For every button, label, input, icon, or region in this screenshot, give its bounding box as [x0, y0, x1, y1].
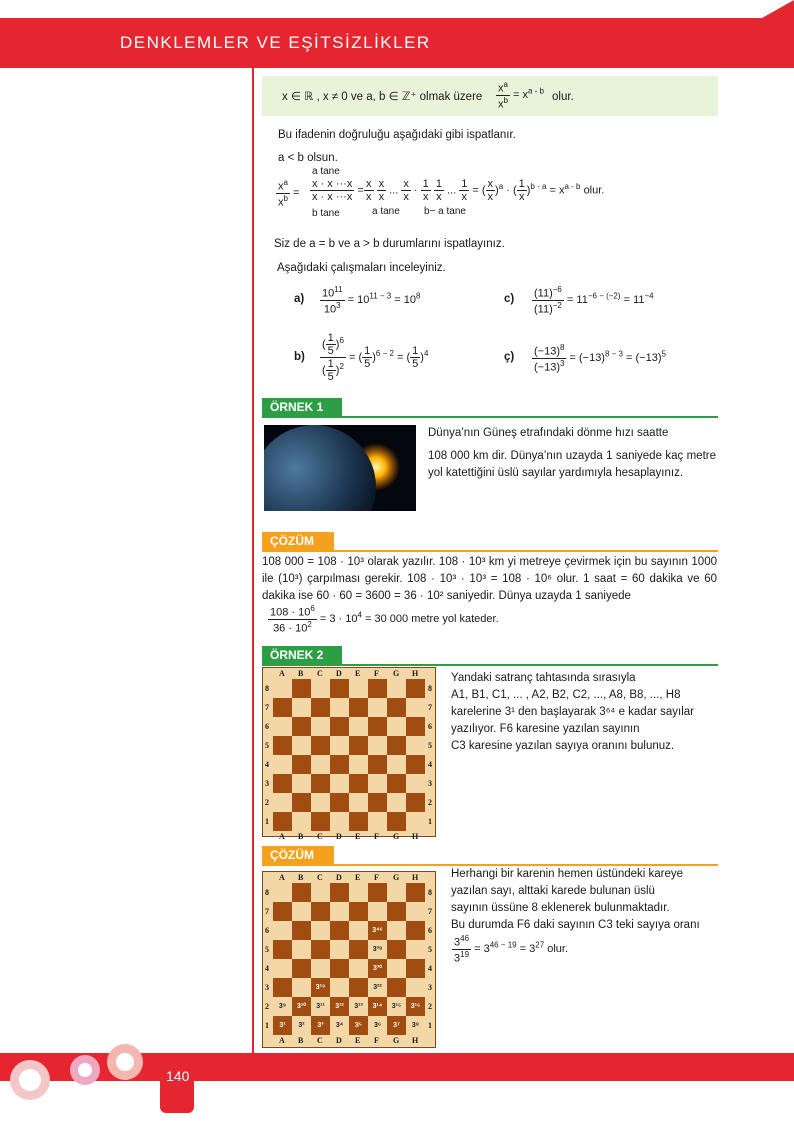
board-square: [406, 736, 425, 755]
square-value: 3³⁰: [372, 965, 383, 972]
square-value: 3⁷: [393, 1022, 400, 1029]
file-label: C: [317, 832, 323, 841]
examples-intro: Aşağıdaki çalışmaları inceleyiniz.: [277, 262, 446, 274]
file-label: C: [317, 873, 323, 882]
ornek2-underline: [262, 664, 718, 666]
file-label: G: [393, 873, 400, 882]
item-c-label: c): [504, 293, 515, 305]
board-square: [406, 774, 425, 793]
board-square: [406, 940, 425, 959]
cozum1-text: 108 000 = 108 · 10³ olarak yazılır. 108 · 10³ km yi metreye çevirmek için bu sayının 1000 ile (10³) çarpılması gerekir. 108 · 10³ · 10³ = 108 · 10⁶ olur. 1 saat = 60 dakika ve 60 dakika ise 60 · 60 = 3600 = 36 · 10² saniyedir. Dünya uzayda 1 saniyede: [262, 556, 717, 602]
board-square: [292, 755, 311, 774]
board-square: [387, 679, 406, 698]
file-label: D: [336, 873, 342, 882]
board-square: [311, 717, 330, 736]
board-square: [330, 698, 349, 717]
file-label: H: [412, 669, 419, 678]
square-value: 3³⁸: [372, 946, 383, 953]
rule-box: [262, 76, 718, 116]
file-label: E: [355, 832, 361, 841]
rule-olur: olur.: [552, 91, 574, 103]
file-label: G: [393, 669, 400, 678]
board-square: [387, 940, 406, 959]
rank-label: 2: [265, 798, 269, 807]
file-label: A: [279, 1036, 285, 1045]
board-square: [273, 959, 292, 978]
board-square: [273, 940, 292, 959]
board-square: [349, 940, 368, 959]
ornek1-label: ÖRNEK 1: [262, 398, 342, 416]
file-label: E: [355, 873, 361, 882]
board-square: [292, 774, 311, 793]
board-square: [406, 755, 425, 774]
board-square: [273, 812, 292, 831]
cozum1-label: ÇÖZÜM: [262, 532, 334, 550]
board-square: [349, 812, 368, 831]
rank-label: 8: [265, 684, 269, 693]
rank-label: 7: [428, 703, 432, 712]
board-square: [330, 774, 349, 793]
board-square: [292, 793, 311, 812]
board-square: [387, 959, 406, 978]
board-square: [292, 679, 311, 698]
board-square: [406, 812, 425, 831]
file-label: E: [355, 669, 361, 678]
board-square: [330, 978, 349, 997]
board-square: [368, 812, 387, 831]
board-square: [368, 902, 387, 921]
board-square: [349, 883, 368, 902]
board-square: [368, 883, 387, 902]
rank-label: 7: [428, 907, 432, 916]
board-square: [368, 774, 387, 793]
rank-label: 1: [428, 817, 432, 826]
square-value: 3⁶: [373, 1022, 382, 1029]
board-square: [330, 902, 349, 921]
board-square: [273, 774, 292, 793]
square-value: 3⁸: [411, 1022, 420, 1029]
board-square: [330, 793, 349, 812]
board-square: [349, 959, 368, 978]
board-square: [349, 978, 368, 997]
proof-formula: a tane $\frac{x^a}{x^b}$ = $\frac{x \cdot x \cdot\cdot\cdot x}{x \cdot x \cdot\cdot\cdot x}$ = b tane $\frac{x}{x}$ $\frac{x}{x}$ ... $\frac{x}{x}$ · $\frac{1}{x}$ $\frac{1}{x}$ ... $\frac{1}{x}$ = ( $\frac{x}{x}$ )$^a$ · ( $\frac{1}{x}$ )$^{b - a} = x^{a - b}$ olur. a tane b− a tane: [278, 166, 605, 219]
rank-label: 3: [265, 779, 269, 788]
board-square: [406, 793, 425, 812]
cozum2-label: ÇÖZÜM: [262, 846, 334, 864]
square-value: 3¹³: [354, 1003, 363, 1010]
board-square: [273, 679, 292, 698]
board-square: [292, 978, 311, 997]
square-value: 3¹⁹: [315, 984, 326, 991]
board-square: [368, 717, 387, 736]
board-square: [387, 793, 406, 812]
board-square: [330, 883, 349, 902]
board-square: [387, 921, 406, 940]
ornek1-underline: [262, 416, 718, 418]
board-square: [406, 883, 425, 902]
rank-label: 5: [428, 945, 432, 954]
file-label: C: [317, 669, 323, 678]
margin-line: [252, 66, 254, 1056]
board-square: [292, 736, 311, 755]
ornek1-line1: Dünya’nın Güneş etrafındaki dönme hızı saatte: [428, 427, 669, 439]
square-value: 3²: [298, 1022, 305, 1029]
board-square: [349, 774, 368, 793]
board-square: [292, 883, 311, 902]
file-label: B: [298, 873, 304, 882]
ornek2-label: ÖRNEK 2: [262, 646, 342, 664]
board-square: [292, 959, 311, 978]
square-value: 3¹⁰: [296, 1003, 307, 1010]
item-b-formula: ( $\frac{1}{5}$ )$^6$ ( $\frac{1}{5}$ )$^2$ = ( $\frac{1}{5}$ )$^{6 - 2}$ = ( $\frac{1}{5}$ )$^4$: [322, 332, 429, 383]
board-square: [273, 902, 292, 921]
board-square: [349, 717, 368, 736]
ornek2-text: Yandaki satranç tahtasında sırasıyla A1, B1, C1, ... , A2, B2, C2, ..., A8, B8, ..., H8 karelerine 3¹ den başlayarak 3⁶⁴ e kadar sayılar yazılıyor. F6 karesine yazılan sayının C3 karesine yazılan sayıya oranını bulunuz.: [451, 672, 694, 752]
board-square: [406, 717, 425, 736]
board-square: [349, 736, 368, 755]
board-square: [311, 921, 330, 940]
file-label: E: [355, 1036, 361, 1045]
rank-label: 2: [428, 798, 432, 807]
square-value: 3³: [317, 1022, 324, 1029]
board-square: [349, 755, 368, 774]
square-value: 3⁹: [278, 1003, 287, 1010]
file-label: F: [374, 873, 379, 882]
cozum1-formula: $\frac{108 \cdot 10^6}{36 \cdot 10^2}$ = $3 \cdot 10^4 = 30$ 000 metre yol kateder.: [270, 604, 499, 635]
file-label: A: [279, 873, 285, 882]
square-value: 3⁴⁶: [372, 927, 383, 934]
board-square: [406, 921, 425, 940]
square-value: 3⁴: [335, 1022, 344, 1029]
item-a-formula: $\frac{10^{11}}{10^3}$ = $10^{11 - 3} = 10^8$: [322, 285, 421, 316]
file-label: A: [279, 832, 285, 841]
board-square: [311, 736, 330, 755]
file-label: B: [298, 1036, 304, 1045]
board-square: [292, 812, 311, 831]
chessboard-question: [262, 667, 436, 841]
board-square: [406, 978, 425, 997]
square-value: 3¹¹: [316, 1003, 325, 1010]
board-square: [349, 793, 368, 812]
file-label: G: [393, 832, 400, 841]
board-square: [311, 679, 330, 698]
file-label: B: [298, 669, 304, 678]
ornek1-body: 108 000 km dir. Dünya’nın uzayda 1 saniyede kaç metre yol katettiğini üslü sayılar yardımıyla hesaplayınız.: [428, 450, 716, 479]
board-square: [330, 921, 349, 940]
board-square: [273, 698, 292, 717]
rule-formula: $\frac{x^a}{x^b}$ = $x^{a - b}$: [498, 80, 545, 111]
file-label: B: [298, 832, 304, 841]
rank-label: 2: [265, 1002, 269, 1011]
file-label: D: [336, 669, 342, 678]
header-corner-tab: [762, 0, 794, 30]
rank-label: 8: [428, 684, 432, 693]
board-square: [311, 883, 330, 902]
board-square: [387, 774, 406, 793]
board-square: [387, 902, 406, 921]
board-square: [349, 698, 368, 717]
rank-label: 4: [428, 760, 432, 769]
cozum1-underline: [262, 550, 718, 552]
board-square: [368, 679, 387, 698]
cozum2-text: Herhangi bir karenin hemen üstündeki kareye yazılan sayı, alttaki karede bulunan üslü sayının üssüne 8 eklenerek bulunmaktadır. Bu durumda F6 daki sayının C3 teki sayıya oranı: [451, 868, 700, 931]
board-square: [387, 978, 406, 997]
rank-label: 3: [428, 779, 432, 788]
rank-label: 5: [428, 741, 432, 750]
rank-label: 8: [428, 888, 432, 897]
board-square: [368, 698, 387, 717]
rank-label: 7: [265, 907, 269, 916]
rank-label: 4: [265, 760, 269, 769]
rank-label: 8: [265, 888, 269, 897]
board-square: [349, 902, 368, 921]
rank-label: 7: [265, 703, 269, 712]
board-square: [330, 736, 349, 755]
rank-label: 5: [265, 945, 269, 954]
chessboard-solution: [262, 871, 436, 1048]
board-square: [330, 755, 349, 774]
board-square: [311, 755, 330, 774]
rank-label: 3: [428, 983, 432, 992]
board-square: [273, 755, 292, 774]
square-value: 3²²: [373, 984, 382, 991]
board-square: [387, 736, 406, 755]
file-label: D: [336, 832, 342, 841]
rank-label: 1: [265, 1021, 269, 1030]
proof-intro: Bu ifadenin doğruluğu aşağıdaki gibi ispatlanır.: [278, 129, 516, 141]
board-square: [273, 921, 292, 940]
board-square: [387, 717, 406, 736]
board-square: [330, 812, 349, 831]
square-value: 3¹: [279, 1022, 286, 1029]
board-square: [368, 736, 387, 755]
rank-label: 6: [428, 722, 432, 731]
square-value: 3⁵: [354, 1022, 363, 1029]
board-square: [330, 679, 349, 698]
board-square: [368, 793, 387, 812]
board-square: [406, 679, 425, 698]
rank-label: 6: [265, 926, 269, 935]
exercise-prompt: Siz de a = b ve a > b durumlarını ispatlayınız.: [274, 238, 505, 250]
board-square: [311, 812, 330, 831]
rank-label: 5: [265, 741, 269, 750]
rank-label: 2: [428, 1002, 432, 1011]
file-label: C: [317, 1036, 323, 1045]
board-square: [349, 679, 368, 698]
file-label: A: [279, 669, 285, 678]
board-square: [406, 959, 425, 978]
board-square: [292, 940, 311, 959]
file-label: H: [412, 1036, 419, 1045]
board-square: [311, 793, 330, 812]
file-label: H: [412, 873, 419, 882]
board-square: [311, 774, 330, 793]
rank-label: 4: [428, 964, 432, 973]
board-square: [349, 921, 368, 940]
square-value: 3¹⁶: [410, 1003, 421, 1010]
board-square: [273, 978, 292, 997]
cozum2-formula: $\frac{3^{46}}{3^{19}}$ = $3^{46 - 19} = 3^{27}$ olur.: [454, 934, 569, 965]
rank-label: 1: [428, 1021, 432, 1030]
item-cc-formula: $\frac{(-13)^8}{(-13)^3}$ = $(-13)^{8 - 3} = (-13)^5$: [534, 343, 666, 374]
rank-label: 6: [265, 722, 269, 731]
board-square: [292, 717, 311, 736]
board-square: [273, 736, 292, 755]
rank-label: 6: [428, 926, 432, 935]
board-square: [273, 793, 292, 812]
board-square: [311, 698, 330, 717]
item-b-label: b): [294, 351, 305, 363]
rank-label: 3: [265, 983, 269, 992]
board-square: [273, 717, 292, 736]
file-label: F: [374, 669, 379, 678]
board-square: [330, 940, 349, 959]
file-label: F: [374, 1036, 379, 1045]
gears-decoration-icon: [0, 1040, 150, 1100]
proof-case: a < b olsun.: [278, 152, 338, 164]
board-square: [311, 940, 330, 959]
board-square: [292, 921, 311, 940]
board-square: [330, 959, 349, 978]
board-square: [292, 902, 311, 921]
file-label: H: [412, 832, 419, 841]
board-square: [387, 883, 406, 902]
board-square: [387, 698, 406, 717]
board-square: [387, 755, 406, 774]
board-square: [311, 902, 330, 921]
earth-sun-image: [264, 425, 416, 511]
item-c-formula: $\frac{(11)^{-6}}{(11)^{-2}}$ = $11^{-6 - (-2)} = 11^{-4}$: [534, 285, 654, 316]
file-label: F: [374, 832, 379, 841]
rank-label: 1: [265, 817, 269, 826]
board-square: [406, 698, 425, 717]
item-cc-label: ç): [504, 351, 515, 363]
board-square: [330, 717, 349, 736]
rule-text: x ∈ ℝ , x ≠ 0 ve a, b ∈ ℤ⁺ olmak üzere: [282, 91, 483, 103]
rank-label: 4: [265, 964, 269, 973]
file-label: D: [336, 1036, 342, 1045]
file-label: G: [393, 1036, 400, 1045]
item-a-label: a): [294, 293, 305, 305]
board-square: [311, 959, 330, 978]
board-square: [273, 883, 292, 902]
board-square: [387, 812, 406, 831]
square-value: 3¹⁵: [391, 1003, 402, 1010]
board-square: [292, 698, 311, 717]
square-value: 3¹⁴: [372, 1003, 383, 1010]
page-number: 140: [166, 1068, 190, 1084]
square-value: 3¹²: [335, 1003, 344, 1010]
board-square: [368, 755, 387, 774]
board-square: [406, 902, 425, 921]
chapter-title: DENKLEMLER VE EŞİTSİZLİKLER: [120, 33, 431, 52]
